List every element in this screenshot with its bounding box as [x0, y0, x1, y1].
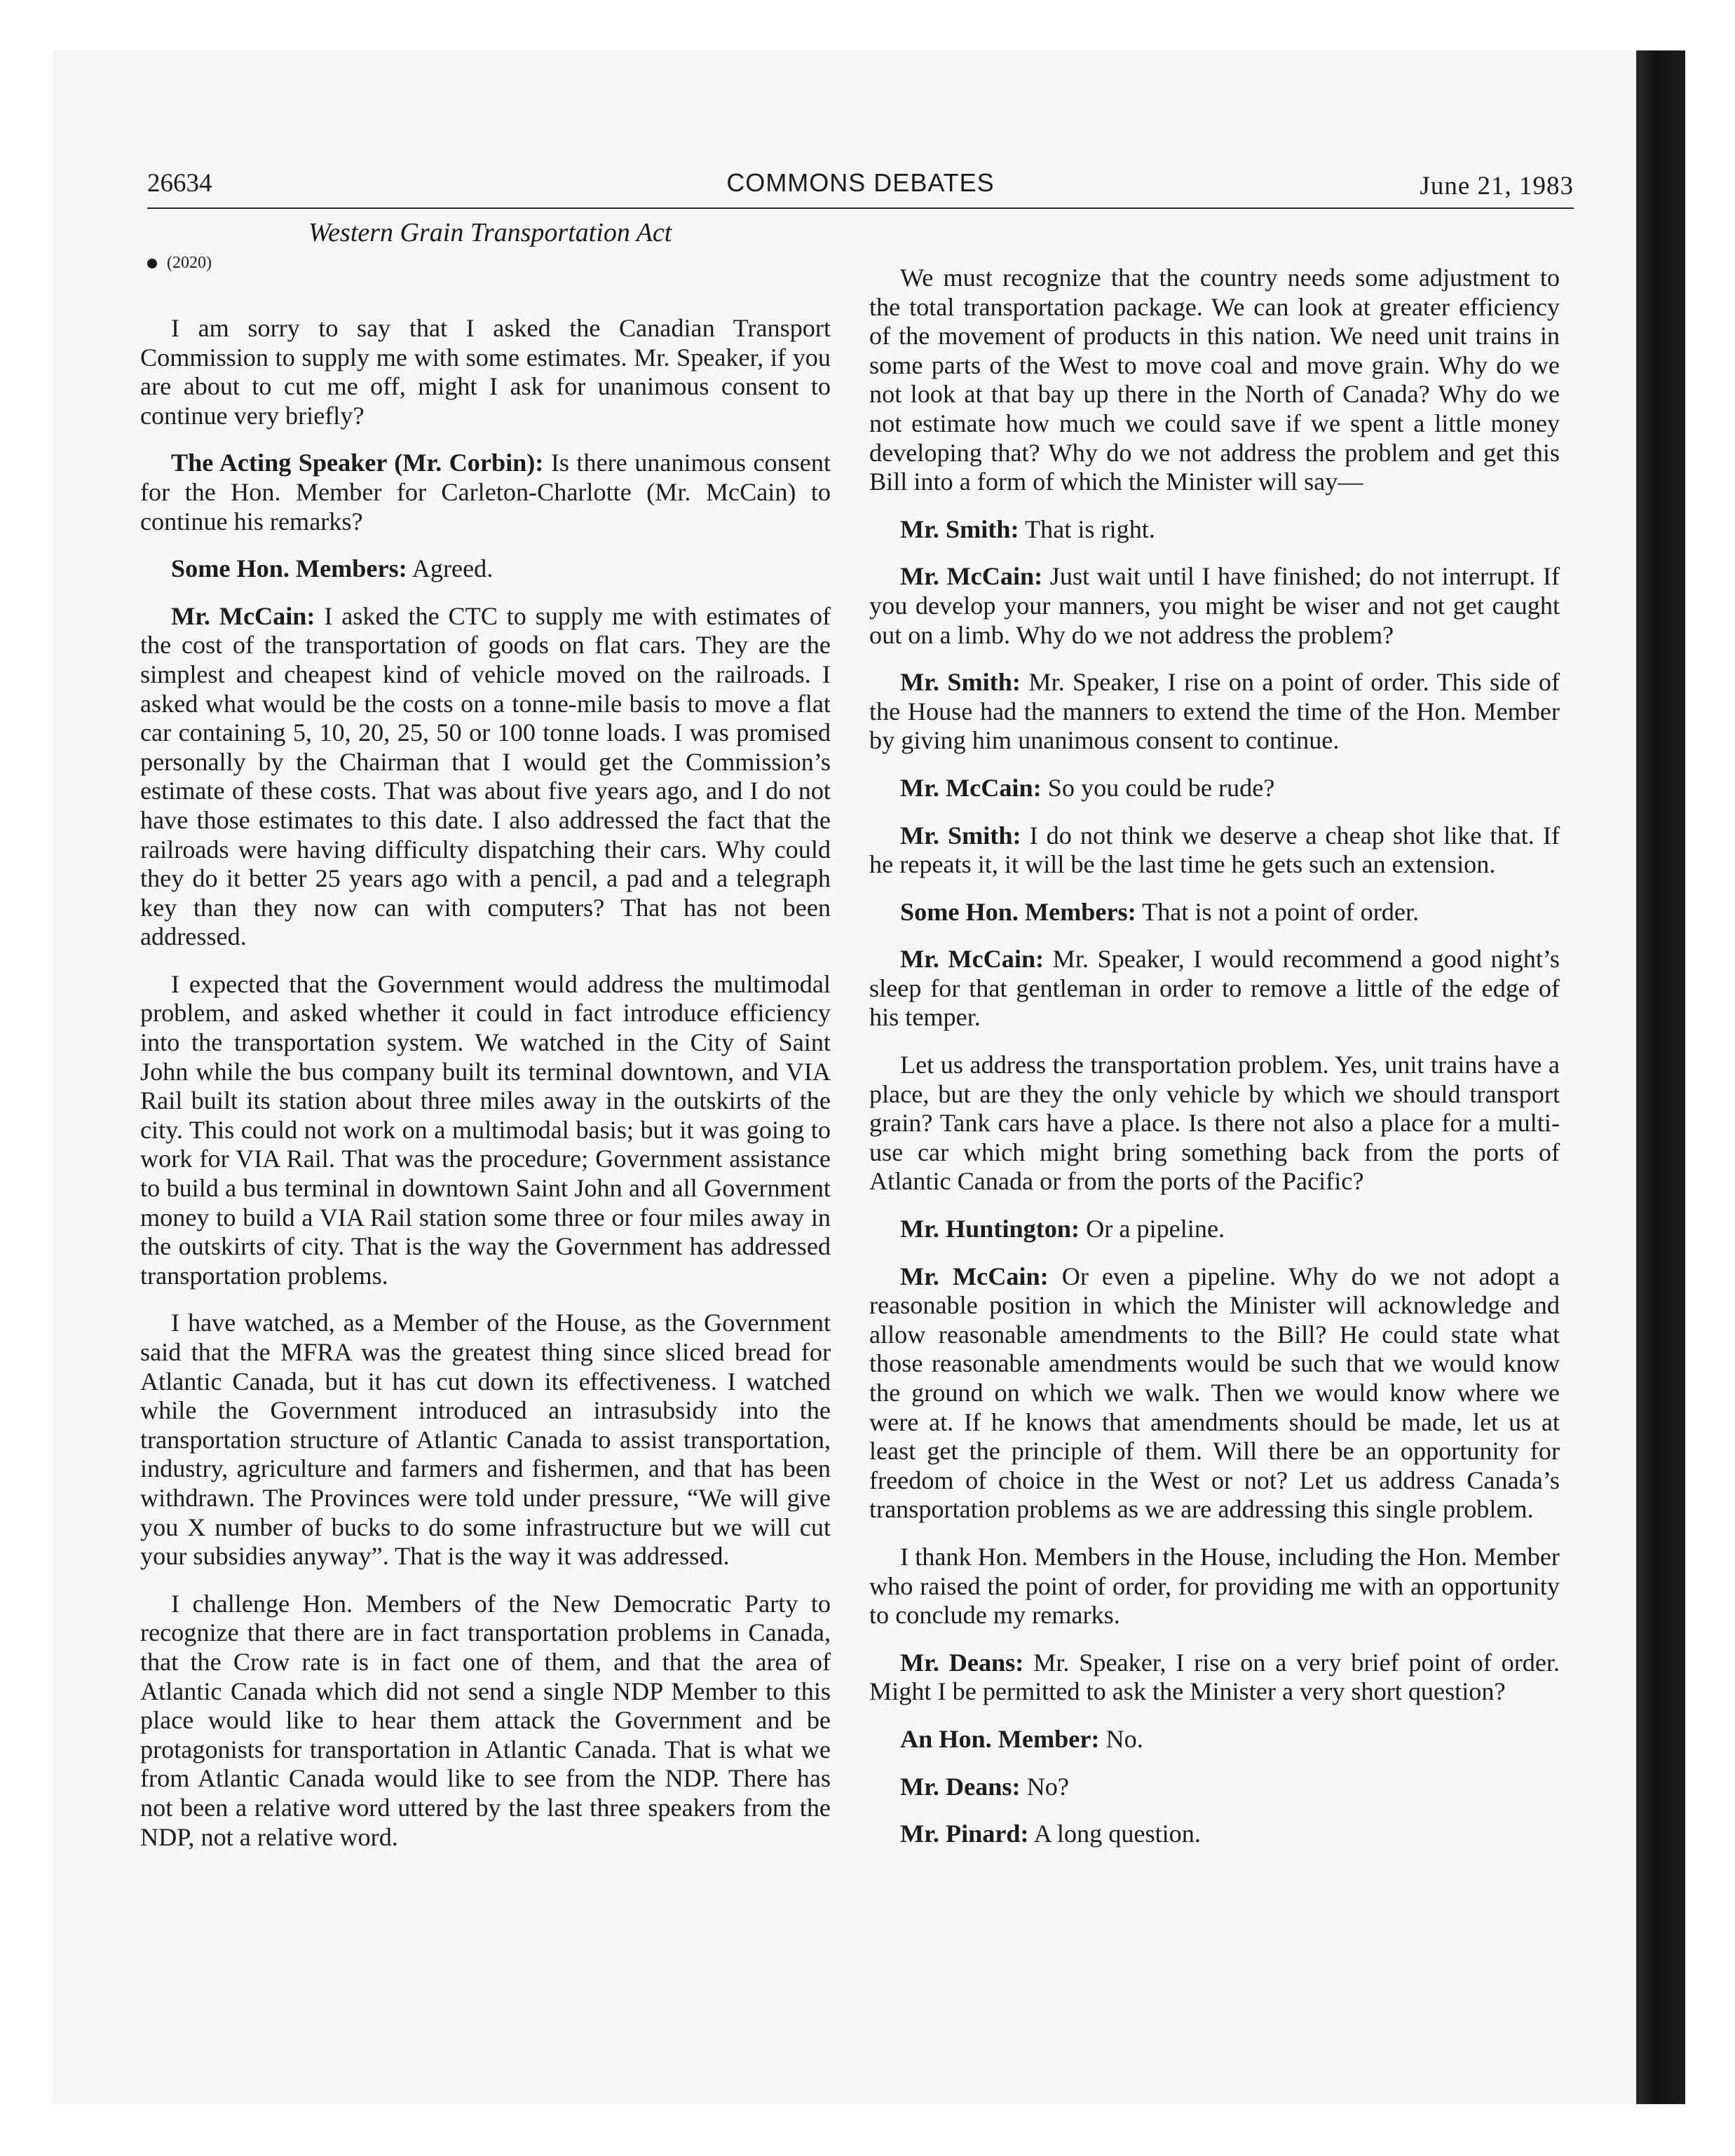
speaker-label: Mr. Smith: — [900, 668, 1021, 697]
paragraph-text: Mr. Speaker, I rise on a very brief point of order. Might I be permitted to ask the Minister a very short question? — [869, 1648, 1560, 1706]
paragraph-text: Is there unanimous consent for the Hon. Member for Carleton-Charlotte (Mr. McCain) to continue his remarks? — [140, 449, 831, 535]
paragraph — [140, 1309, 831, 1571]
paragraph-text: I thank Hon. Members in the House, including the Hon. Member who raised the point of order, for providing me with an opportunity to conclude my remarks. — [869, 1542, 1560, 1630]
paragraph-text: That is not a point of order. — [1142, 897, 1420, 926]
paragraph-text: A long question. — [1033, 1820, 1201, 1848]
paragraph — [869, 1773, 1560, 1802]
publication-date: June 21, 1983 — [1420, 172, 1574, 200]
paragraph-text: We must recognize that the country needs some adjustment to the total transportation package. We can look at greater efficiency of the movement of products in this nation. We need unit trains in some parts of the West to move coal and move grain. Why do we not look at that bay up there in the North of Canada? Why do we not estimate how much we could save if we spent a little money developing that? Why do we not address the problem and get this Bill into a form of which the Minister will say— — [869, 264, 1560, 496]
binding-edge — [1636, 50, 1685, 2104]
paragraph-text: I do not think we deserve a cheap shot like that. If he repeats it, it will be the last time he gets such an extension. — [869, 821, 1560, 879]
section-subtitle: Western Grain Transportation Act — [308, 218, 672, 247]
speaker-label: Some Hon. Members: — [900, 897, 1136, 926]
speaker-label: Mr. Smith: — [900, 821, 1021, 850]
left-column — [140, 314, 831, 1870]
speaker-label: An Hon. Member: — [900, 1724, 1100, 1753]
paragraph-text: I asked the CTC to supply me with estimates of the cost of the transportation of goods on flat cars. They are the simplest and cheapest kind of vehicle moved on the railroads. I asked what would be the costs on a tonne-mile basis to move a flat car containing 5, 10, 20, 25, 50 or 100 tonne loads. I was promised personally by the Chairman that I would get the Commission’s estimate of these costs. That was about five years ago, and I do not have those estimates to this date. I also addressed the fact that the railroads were having difficulty dispatching their cars. Why could they do it better 25 years ago with a pencil, a pad and a telegraph key than they now can with computers? That has not been addressed. — [140, 601, 831, 951]
paragraph — [869, 1051, 1560, 1196]
speaker-label: Mr. Deans: — [900, 1772, 1021, 1801]
speaker-label: Mr. McCain: — [900, 1262, 1049, 1290]
paragraph — [140, 970, 831, 1291]
paragraph — [869, 1215, 1560, 1244]
paragraph-text: So you could be rude? — [1047, 773, 1275, 802]
paragraph — [869, 821, 1560, 880]
paragraph-text: I challenge Hon. Members of the New Democratic Party to recognize that there are in fact transportation problems in Canada, that the Crow rate is in fact one of them, and that the area of Atlantic Canada which did not send a single NDP Member to this place would like to hear them attack the Government and be protagonists for transportation in Atlantic Canada. That is what we from Atlantic Canada would like to see from the NDP. There has not been a relative word uttered by the last three speakers from the NDP, not a relative word. — [140, 1589, 831, 1851]
paragraph-text: Mr. Speaker, I rise on a point of order. This side of the House had the manners to extend the time of the Hon. Member by giving him unanimous consent to continue. — [869, 668, 1560, 755]
paragraph — [869, 1262, 1560, 1524]
paragraph — [140, 1590, 831, 1852]
speaker-label: Mr. McCain: — [900, 773, 1042, 802]
paragraph-text: No. — [1105, 1724, 1143, 1753]
paragraph — [869, 562, 1560, 650]
paragraph — [140, 314, 831, 430]
paragraph-text: Agreed. — [411, 554, 494, 583]
paragraph-text: Or a pipeline. — [1086, 1215, 1225, 1243]
speaker-label: Mr. McCain: — [171, 601, 315, 630]
speaker-label: Mr. McCain: — [900, 562, 1043, 591]
paragraph — [869, 774, 1560, 803]
paragraph-text: I am sorry to say that I asked the Canadian Transport Commission to supply me with some estimates. Mr. Speaker, if you are about to cut me off, might I ask for unanimous consent to continue very briefly? — [140, 314, 831, 430]
page-header — [147, 165, 1574, 209]
timestamp-marker — [147, 254, 212, 273]
right-column — [869, 264, 1560, 1867]
paragraph — [869, 1649, 1560, 1707]
speaker-label: Mr. Deans: — [900, 1648, 1024, 1677]
page-number: 26634 — [147, 169, 212, 198]
paragraph — [140, 602, 831, 952]
paragraph-text: I expected that the Government would address the multimodal problem, and asked whether it could in fact introduce efficiency into the transportation system. We watched in the City of Saint John while the bus company built its terminal downtown, and VIA Rail built its station about three miles away in the outskirts of the city. This could not work on a multimodal basis; but it was going to work for VIA Rail. That was the procedure; Government assistance to build a bus terminal in downtown Saint John and all Government money to build a VIA Rail station some three or four miles away in the outskirts of city. That is the way the Government has addressed transportation problems. — [140, 969, 831, 1290]
paragraph-text: That is right. — [1024, 514, 1155, 543]
paragraph-text: Or even a pipeline. Why do we not adopt a reasonable position in which the Minister will acknowledge and allow reasonable amendments to the Bill? He could state what those reasonable amendments would be such that we would know the ground on which we walk. Then we would know where we were at. If he knows that amendments should be made, let us at least get the principle of them. Will there be an opportunity for freedom of choice in the West or not? Let us address Canada’s transportation problems as we are addressing this single problem. — [869, 1262, 1560, 1524]
speaker-label: Mr. Smith: — [900, 514, 1019, 543]
paragraph-text: Let us address the transportation problem. Yes, unit trains have a place, but are they the only vehicle by which we should transport grain? Tank cars have a place. Is there not also a place for a multi-use car which might bring something back from the ports of Atlantic Canada or from the ports of the Pacific? — [869, 1051, 1560, 1196]
speaker-label: Mr. Huntington: — [900, 1215, 1080, 1243]
paragraph — [869, 515, 1560, 545]
timestamp-text: (2020) — [167, 254, 212, 272]
paragraph-text: No? — [1026, 1772, 1069, 1801]
speaker-label: Some Hon. Members: — [171, 554, 407, 583]
bullet-icon — [147, 259, 157, 268]
paragraph-text: Mr. Speaker, I would recommend a good night’s sleep for that gentleman in order to remove a little of the edge of his temper. — [869, 945, 1560, 1032]
speaker-label: Mr. Pinard: — [900, 1820, 1029, 1848]
paragraph — [869, 1725, 1560, 1754]
paragraph-text: I have watched, as a Member of the House, as the Government said that the MFRA was the greatest thing since sliced bread for Atlantic Canada, but it has cut down its effectiveness. I watched while the Government introduced an intrasubsidy into the transportation structure of Atlantic Canada to assist transportation, industry, agriculture and farmers and fishermen, and that has been withdrawn. The Provinces were told under pressure, “We will give you X number of bucks to do some infrastructure but we will cut your subsidies anyway”. That is the way it was addressed. — [140, 1309, 831, 1571]
paragraph — [869, 264, 1560, 497]
speaker-label: The Acting Speaker (Mr. Corbin): — [171, 449, 544, 477]
paragraph — [869, 668, 1560, 756]
speaker-label: Mr. McCain: — [900, 945, 1045, 974]
paragraph — [869, 1543, 1560, 1630]
paragraph — [869, 898, 1560, 927]
paragraph — [140, 554, 831, 584]
paragraph-text: Just wait until I have finished; do not interrupt. If you develop your manners, you might be wiser and not get caught out on a limb. Why do we not address the problem? — [869, 562, 1560, 649]
publication-title: COMMONS DEBATES — [726, 168, 995, 197]
paragraph — [140, 449, 831, 536]
paragraph — [869, 1820, 1560, 1849]
paragraph — [869, 945, 1560, 1032]
